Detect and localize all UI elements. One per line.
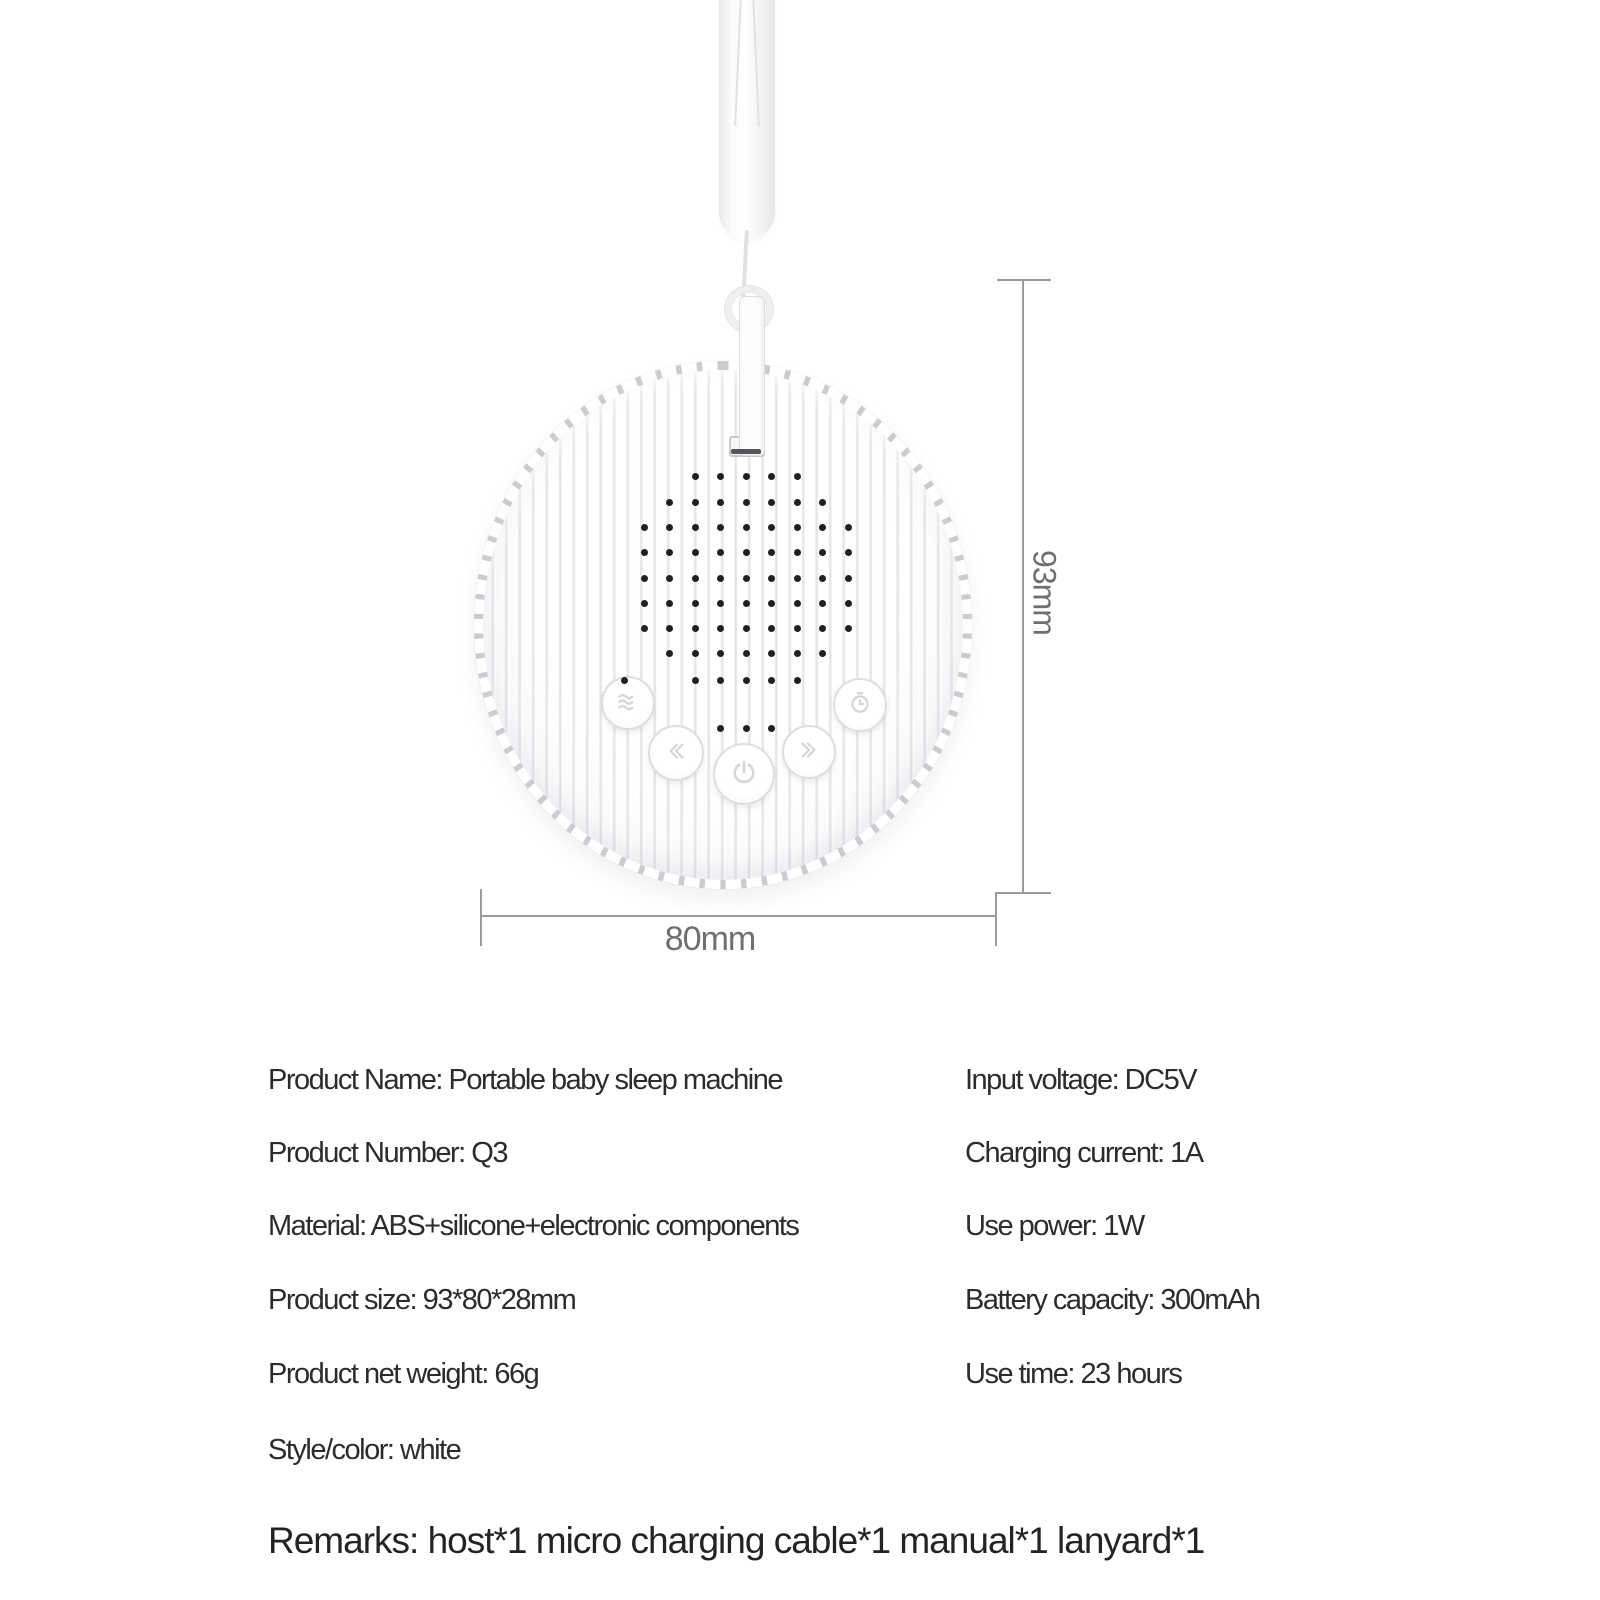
speaker-hole xyxy=(641,575,648,582)
speaker-hole xyxy=(641,549,648,556)
speaker-hole xyxy=(717,625,724,632)
spec-row: Battery capacity: 300mAh xyxy=(965,1284,1260,1316)
speaker-hole xyxy=(794,575,801,582)
sleep-machine-body xyxy=(483,370,963,880)
speaker-hole xyxy=(794,600,801,607)
speaker-hole xyxy=(666,524,673,531)
speaker-hole xyxy=(794,499,801,506)
speaker-hole xyxy=(666,549,673,556)
height-dimension-line xyxy=(1022,280,1024,893)
speaker-hole xyxy=(717,650,724,657)
lanyard-tab xyxy=(739,296,765,456)
speaker-hole xyxy=(819,625,826,632)
speaker-hole xyxy=(768,677,775,684)
speaker-hole xyxy=(692,677,699,684)
speaker-hole xyxy=(768,473,775,480)
speaker-hole xyxy=(743,725,750,732)
speaker-hole xyxy=(743,677,750,684)
speaker-hole xyxy=(845,600,852,607)
speaker-hole xyxy=(692,549,699,556)
previous-track-button xyxy=(648,725,704,781)
speaker-hole xyxy=(641,625,648,632)
height-dimension-bottom-tick xyxy=(997,892,1051,894)
width-dimension-line xyxy=(481,915,996,917)
speaker-hole xyxy=(641,600,648,607)
speaker-hole xyxy=(794,650,801,657)
speaker-hole xyxy=(794,473,801,480)
next-track-icon xyxy=(796,737,822,768)
spec-row: Product Number: Q3 xyxy=(268,1137,507,1169)
speaker-hole xyxy=(743,549,750,556)
speaker-hole xyxy=(692,600,699,607)
speaker-hole xyxy=(743,575,750,582)
speaker-hole xyxy=(845,524,852,531)
led-indicator-hole xyxy=(621,677,628,684)
speaker-hole xyxy=(743,524,750,531)
timer-icon xyxy=(847,690,873,721)
speaker-hole xyxy=(768,650,775,657)
speaker-hole xyxy=(743,473,750,480)
speaker-hole xyxy=(717,677,724,684)
width-dimension-label: 80mm xyxy=(664,920,756,958)
next-track-button xyxy=(782,725,836,779)
speaker-hole xyxy=(692,524,699,531)
spec-row: Use power: 1W xyxy=(965,1210,1144,1242)
spec-row: Style/color: white xyxy=(268,1434,461,1466)
lanyard-strap xyxy=(719,0,775,240)
spec-row: Charging current: 1A xyxy=(965,1137,1203,1169)
spec-row: Material: ABS+silicone+electronic components xyxy=(268,1210,799,1242)
height-dimension-label: 93mm xyxy=(1026,550,1063,635)
speaker-hole xyxy=(819,650,826,657)
speaker-hole xyxy=(768,499,775,506)
speaker-hole xyxy=(717,499,724,506)
speaker-hole xyxy=(692,473,699,480)
speaker-hole xyxy=(743,600,750,607)
speaker-hole xyxy=(845,625,852,632)
sound-mode-button xyxy=(601,676,655,730)
speaker-hole xyxy=(717,575,724,582)
speaker-hole xyxy=(845,549,852,556)
speaker-hole xyxy=(743,625,750,632)
speaker-hole xyxy=(768,725,775,732)
speaker-hole xyxy=(794,524,801,531)
speaker-hole xyxy=(819,600,826,607)
speaker-hole xyxy=(717,725,724,732)
speaker-hole xyxy=(845,575,852,582)
power-button xyxy=(713,743,775,805)
speaker-hole xyxy=(819,575,826,582)
speaker-hole xyxy=(717,600,724,607)
width-dimension-left-tick xyxy=(480,889,482,946)
lanyard-slot-shadow xyxy=(731,449,761,454)
speaker-hole xyxy=(692,575,699,582)
speaker-hole xyxy=(768,600,775,607)
speaker-hole xyxy=(692,625,699,632)
speaker-hole xyxy=(794,549,801,556)
spec-row: Product Name: Portable baby sleep machine xyxy=(268,1064,782,1096)
speaker-hole xyxy=(768,575,775,582)
speaker-hole xyxy=(819,549,826,556)
speaker-hole xyxy=(666,650,673,657)
spec-row: Product net weight: 66g xyxy=(268,1358,539,1390)
speaker-hole xyxy=(794,677,801,684)
speaker-hole xyxy=(666,600,673,607)
speaker-hole xyxy=(819,499,826,506)
width-dimension-right-tick xyxy=(995,892,997,946)
speaker-hole xyxy=(641,524,648,531)
timer-button xyxy=(833,678,887,732)
speaker-hole xyxy=(743,499,750,506)
spec-row: Input voltage: DC5V xyxy=(965,1064,1197,1096)
height-dimension-top-tick xyxy=(997,279,1051,281)
speaker-hole xyxy=(717,524,724,531)
sound-waves-icon xyxy=(615,688,641,719)
previous-track-icon xyxy=(663,738,689,769)
speaker-hole xyxy=(666,625,673,632)
speaker-hole xyxy=(768,524,775,531)
speaker-hole xyxy=(692,499,699,506)
speaker-hole xyxy=(768,549,775,556)
power-icon xyxy=(729,757,759,792)
speaker-hole xyxy=(666,499,673,506)
spec-row: Product size: 93*80*28mm xyxy=(268,1284,576,1316)
speaker-hole xyxy=(819,524,826,531)
speaker-hole xyxy=(768,625,775,632)
speaker-hole xyxy=(794,625,801,632)
speaker-hole xyxy=(717,473,724,480)
spec-row: Use time: 23 hours xyxy=(965,1358,1182,1390)
speaker-hole xyxy=(717,549,724,556)
remarks-line: Remarks: host*1 micro charging cable*1 manual*1 lanyard*1 xyxy=(268,1520,1205,1561)
speaker-hole xyxy=(743,650,750,657)
speaker-hole xyxy=(666,575,673,582)
speaker-hole xyxy=(692,650,699,657)
